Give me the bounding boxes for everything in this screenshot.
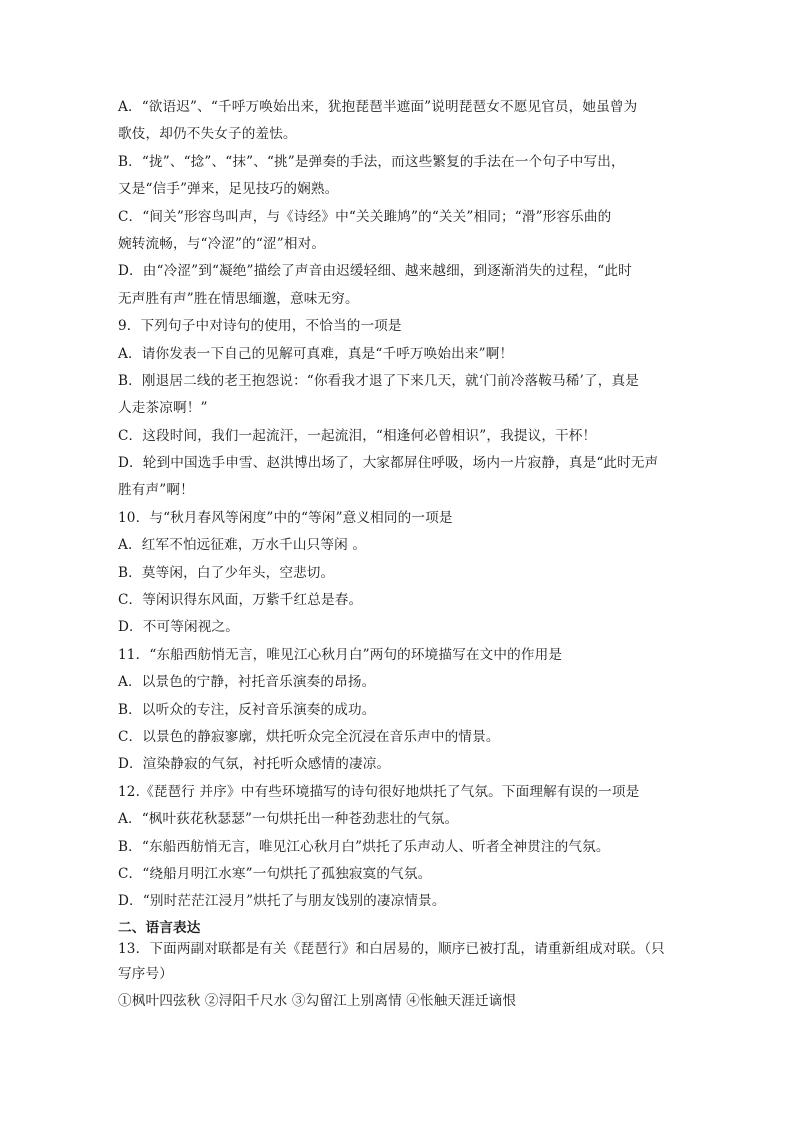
q9-option-d-line-1: D．轮到中国选手申雪、赵洪博出场了，大家都屏住呼吸，场内一片寂静，真是“此时无声 bbox=[118, 455, 659, 472]
q9-option-b-line-1: B．刚退居二线的老王抱怨说：“你看我才退了下来几天，就‘门前冷落鞍马稀’了，真是 bbox=[118, 372, 639, 389]
q12-option-b: B．“东船西舫悄无言，唯见江心秋月白”烘托了乐声动人、听者全神贯注的气氛。 bbox=[118, 838, 610, 855]
q13-couplet-items: ①枫叶四弦秋 ②浔阳千尺水 ③勾留江上别离情 ④怅触天涯迁谪恨 bbox=[118, 993, 517, 1010]
q10-option-c: C．等闲识得东风面，万紫千红总是春。 bbox=[118, 592, 363, 609]
q13-stem-line-1: 13．下面两副对联都是有关《琵琶行》和白居易的，顺序已被打乱，请重新组成对联。（只 bbox=[118, 940, 665, 957]
q8-option-c-line-1: C．“间关”形容鸟叫声，与《诗经》中“关关雎鸠”的“关关”相同；“滑”形容乐曲的 bbox=[118, 208, 612, 225]
q10-stem: 10．与“秋月春风等闲度”中的“等闲”意义相同的一项是 bbox=[118, 509, 453, 526]
q8-option-b-line-2: 又是“信手”弹来，足见技巧的娴熟。 bbox=[118, 181, 339, 198]
q10-option-d: D．不可等闲视之。 bbox=[118, 619, 239, 636]
q11-stem: 11．“东船西舫悄无言，唯见江心秋月白”两句的环境描写在文中的作用是 bbox=[118, 646, 563, 663]
q8-option-a-line-1: A．“欲语迟”、“千呼万唤始出来，犹抱琵琶半遮面”说明琵琶女不愿见官员，她虽曾为 bbox=[118, 99, 638, 115]
q8-option-a-line-2: 歌伎，却仍不失女子的羞怯。 bbox=[118, 126, 297, 143]
q8-option-b-line-1: B．“拢”、“捻”、“抹”、“挑”是弹奏的手法，而这些繁复的手法在一个句子中写出， bbox=[118, 153, 625, 170]
document-body bbox=[118, 94, 678, 1016]
q9-option-d-line-2: 胜有声”啊！ bbox=[118, 482, 194, 499]
q11-option-b: B．以听众的专注，反衬音乐演奏的成功。 bbox=[118, 701, 376, 718]
q9-option-b-line-2: 人走茶凉啊！” bbox=[118, 400, 208, 417]
q8-option-d-line-2: 无声胜有声”胜在情思缅邈，意味无穷。 bbox=[118, 290, 359, 307]
q12-option-a: A．“枫叶荻花秋瑟瑟”一句烘托出一种苍劲悲壮的气氛。 bbox=[118, 811, 459, 828]
q11-option-d: D．渲染静寂的气氛，衬托听众感情的凄凉。 bbox=[118, 756, 391, 773]
q10-option-b: B．莫等闲，白了少年头，空悲切。 bbox=[118, 564, 335, 581]
q12-option-d: D．“别时茫茫江浸月”烘托了与朋友饯别的凄凉情景。 bbox=[118, 893, 446, 910]
q11-option-c: C．以景色的静寂寥廓，烘托听众完全沉浸在音乐声中的情景。 bbox=[118, 728, 500, 745]
q8-option-d-line-1: D．由“冷涩”到“凝绝”描绘了声音由迟缓轻细、越来越细，到逐渐消失的过程，“此时 bbox=[118, 263, 632, 280]
q13-stem-line-2: 写序号） bbox=[118, 965, 173, 982]
q11-option-a: A．以景色的宁静，衬托音乐演奏的昂扬。 bbox=[118, 674, 376, 691]
q9-option-a: A．请你发表一下自己的见解可真难，真是“千呼万唤始出来”啊！ bbox=[118, 345, 514, 362]
q9-stem: 9．下列句子中对诗句的使用，不恰当的一项是 bbox=[118, 318, 402, 335]
q10-option-a: A．红军不怕远征难，万水千山只等闲 。 bbox=[118, 537, 367, 554]
q8-option-c-line-2: 婉转流畅，与“冷涩”的“涩”相对。 bbox=[118, 235, 326, 252]
q9-option-c: C．这段时间，我们一起流汗，一起流泪，“相逢何必曾相识”，我提议，干杯！ bbox=[118, 427, 597, 444]
section-heading-language-expression: 二、语言表达 bbox=[118, 919, 201, 936]
q12-stem: 12.《琵琶行 并序》中有些环境描写的诗句很好地烘托了气氛。下面理解有误的一项是 bbox=[118, 783, 640, 800]
q12-option-c: C．“绕船月明江水寒”一句烘托了孤独寂寞的气氛。 bbox=[118, 865, 432, 882]
